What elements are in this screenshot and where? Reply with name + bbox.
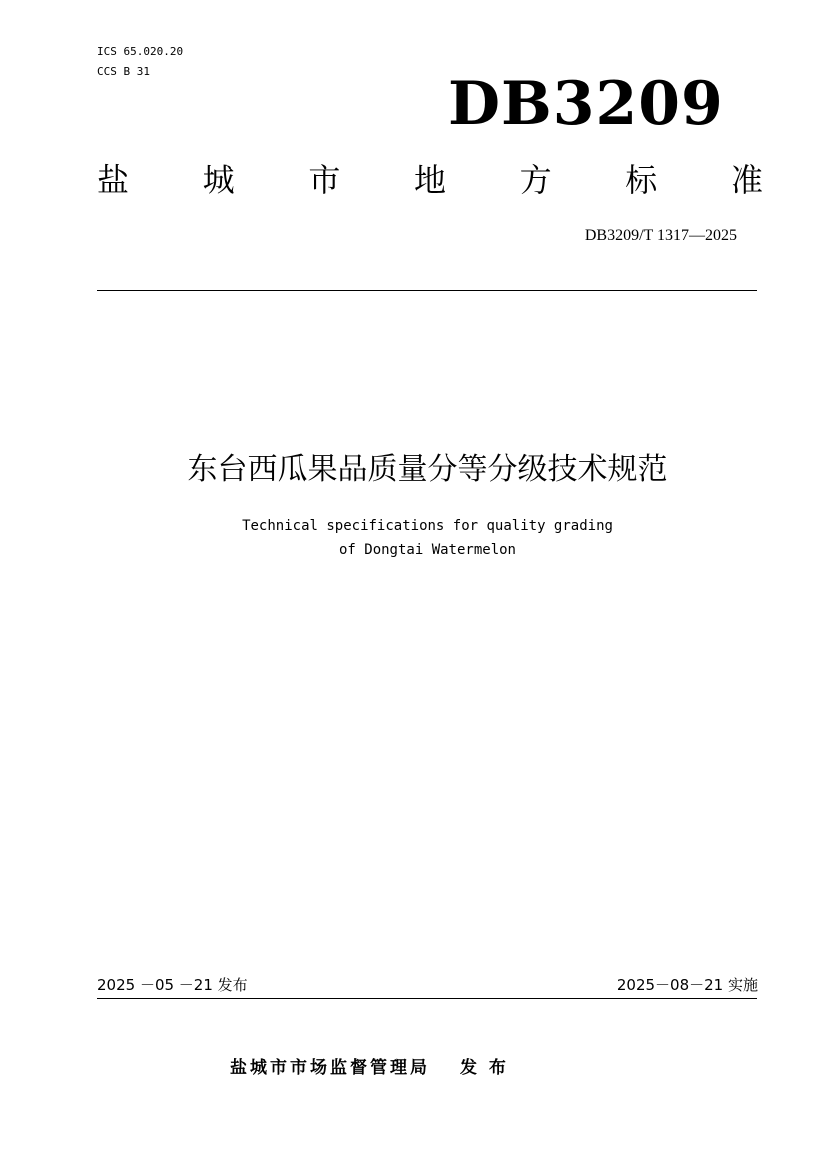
title-english-line: Technical specifications for quality grading: [242, 518, 613, 534]
title-english-line: of Dongtai Watermelon: [338, 542, 516, 558]
standard-type-char: 市: [308, 161, 341, 199]
header-divider: [97, 290, 757, 291]
standard-type-char: 方: [519, 161, 552, 199]
implement-date: 2025－08－21 实施: [616, 976, 758, 994]
publish-date: 2025 －05 －21 发布: [97, 976, 248, 994]
standard-type-char: 城: [202, 161, 235, 199]
issuer-name: 盐城市市场监督管理局: [230, 1058, 430, 1078]
standard-logo: DB3209: [448, 69, 724, 139]
standard-type-char: 准: [730, 161, 763, 199]
standard-type: [97, 156, 763, 200]
standard-type-char: 标: [625, 161, 658, 199]
issuer-action: 发 布: [460, 1058, 509, 1078]
ccs-code: CCS B 31: [97, 65, 150, 78]
ics-code: ICS 65.020.20: [97, 45, 184, 58]
title-chinese: 东台西瓜果品质量分等分级技术规范: [187, 452, 668, 487]
standard-type-char: 盐: [97, 161, 130, 199]
classification-codes: [97, 42, 183, 82]
title-english: [0, 514, 815, 562]
footer-divider: [97, 998, 757, 999]
standard-type-char: 地: [413, 161, 446, 199]
issuer: [230, 1053, 509, 1078]
standard-number: DB3209/T 1317—2025: [584, 227, 737, 244]
